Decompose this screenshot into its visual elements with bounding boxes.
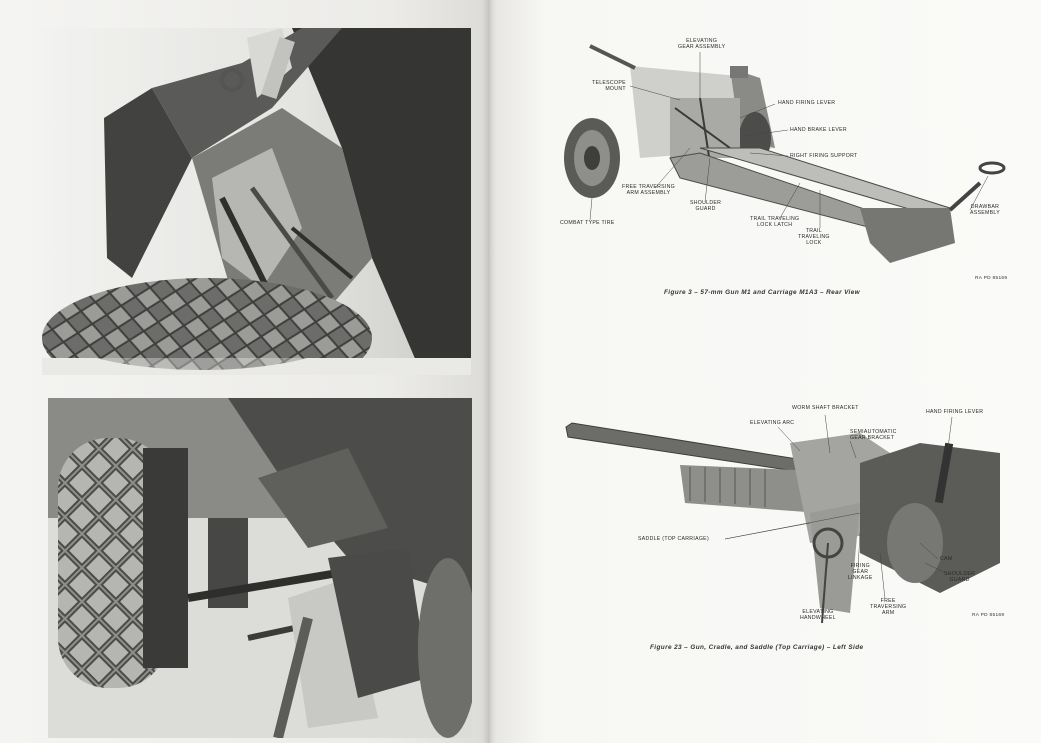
figure-23-ref: RA PD 85169 xyxy=(972,613,1005,618)
callout-shoulder-guard-23: SHOULDER GUARD xyxy=(944,571,976,583)
callout-elevating-handwheel: ELEVATING HANDWHEEL xyxy=(800,609,836,621)
callout-trail-latch: TRAIL TRAVELING LOCK LATCH xyxy=(750,216,800,228)
figure-3-ref: RA PD 85169 xyxy=(975,276,1008,281)
callout-elevating-gear: ELEVATING GEAR ASSEMBLY xyxy=(678,38,726,50)
callout-cam: CAM xyxy=(940,556,953,562)
figure-23-left-side xyxy=(560,403,1030,633)
callout-saddle: SADDLE (TOP CARRIAGE) xyxy=(638,536,709,542)
callout-firing-gear-linkage: FIRING GEAR LINKAGE xyxy=(848,563,873,581)
photo-gun-shield-wheel xyxy=(42,28,471,375)
callout-elevating-arc: ELEVATING ARC xyxy=(750,420,795,426)
callout-right-firing-support: RIGHT FIRING SUPPORT xyxy=(790,153,858,159)
callout-hand-brake-lever: HAND BRAKE LEVER xyxy=(790,127,847,133)
callout-trail-lock: TRAIL TRAVELING LOCK xyxy=(798,228,830,246)
callout-semiautomatic-gear-bracket: SEMIAUTOMATIC GEAR BRACKET xyxy=(850,429,897,441)
figure-3-caption: Figure 3 – 57-mm Gun M1 and Carriage M1A3 – Rear View xyxy=(664,289,861,296)
callout-hand-firing-lever-23: HAND FIRING LEVER xyxy=(926,409,984,415)
callout-drawbar: DRAWBAR ASSEMBLY xyxy=(970,204,1000,216)
callout-free-traversing-arm: FREE TRAVERSING ARM ASSEMBLY xyxy=(622,184,676,196)
callout-hand-firing-lever: HAND FIRING LEVER xyxy=(778,100,836,106)
figure-23-caption: Figure 23 – Gun, Cradle, and Saddle (Top Carriage) – Left Side xyxy=(650,644,864,651)
figure-3-rear-view xyxy=(560,38,1030,283)
photo-carriage-underside xyxy=(48,398,472,738)
callout-combat-tire: COMBAT TYPE TIRE xyxy=(560,220,615,226)
callout-telescope-mount: TELESCOPE MOUNT xyxy=(592,80,626,92)
callout-worm-shaft-bracket: WORM SHAFT BRACKET xyxy=(792,405,859,411)
callout-shoulder-guard: SHOULDER GUARD xyxy=(690,200,722,212)
book-gutter xyxy=(482,0,496,743)
callout-free-traversing-arm-23: FREE TRAVERSING ARM xyxy=(870,598,907,616)
